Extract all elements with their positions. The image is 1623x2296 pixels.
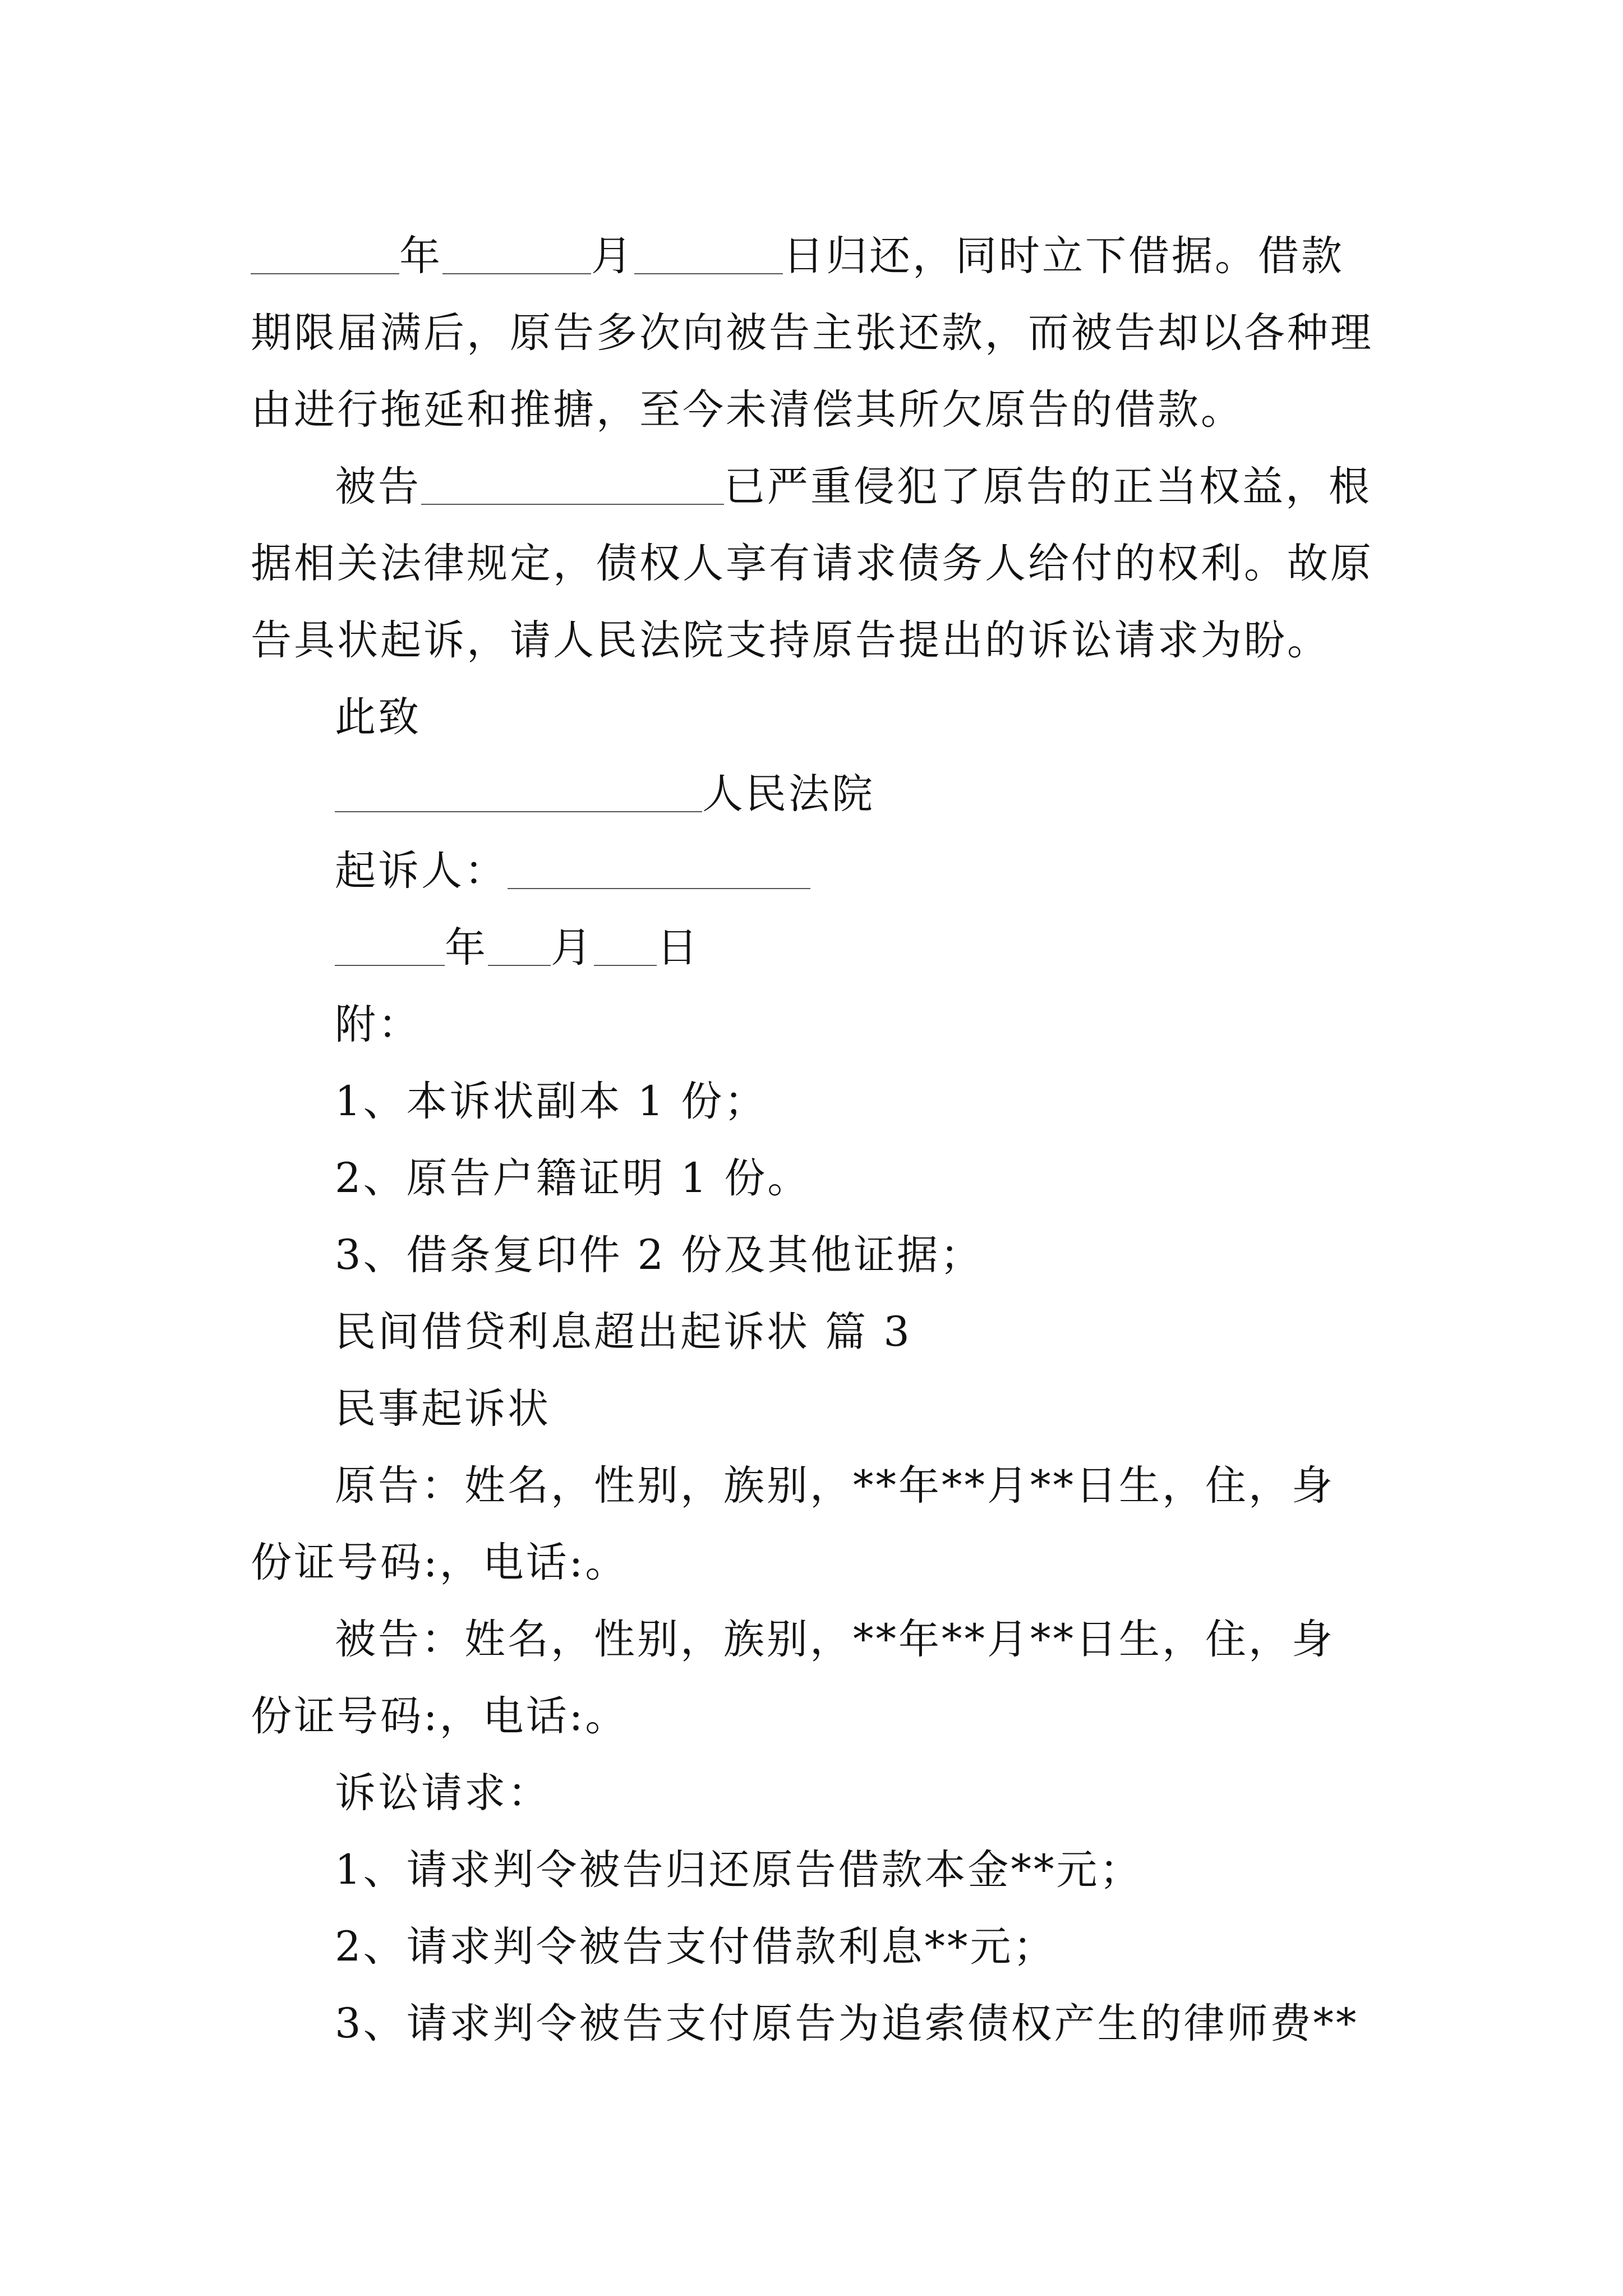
date-line [251,909,1392,986]
text-segment: 人民法院 [702,770,875,818]
section-title: 民间借贷利息超出起诉状 篇 3 [335,1308,912,1356]
text-segment: 日归还，同时立下借据。借款 [783,232,1344,280]
claims-heading: 诉讼请求： [335,1769,551,1817]
text-segment: 月 [591,232,634,280]
blank-field-year [251,232,399,274]
text-segment: 日 [657,924,700,972]
document-body [251,218,1392,2062]
text-line: 期限届满后，原告多次向被告主张还款，而被告却以各种理 [251,309,1373,357]
text-line [251,448,1392,525]
plaintiff-info-continued: 份证号码:，电话:。 [251,1539,629,1586]
claim-item: 2、请求判令被告支付借款利息**元； [335,1923,1057,1971]
text-line [251,218,1392,295]
attachment-item: 2、原告户籍证明 1 份。 [335,1154,811,1202]
blank-field-month [488,923,551,966]
text-segment: 已严重侵犯了原告的正当权益，根 [724,463,1372,510]
text-line: 由进行拖延和推搪，至今未清偿其所欠原告的借款。 [251,386,1244,434]
claim-item: 3、请求判令被告支付原告为追索债权产生的律师费** [335,2000,1359,2047]
blank-field-plaintiff [508,846,810,889]
text-segment: 年 [399,232,442,280]
attachment-item: 3、借条复印件 2 份及其他证据； [335,1231,984,1279]
text-segment: 被告 [335,463,421,510]
plaintiff-signature-line [251,832,1392,909]
blank-field-month [442,232,591,274]
text-line: 据相关法律规定，债权人享有请求债务人给付的权利。故原 [251,540,1373,587]
text-segment: 年 [445,924,488,972]
blank-field-defendant [421,462,724,505]
plaintiff-info: 原告：姓名，性别，族别，**年**月**日生，住，身 [335,1462,1335,1510]
claim-item: 1、请求判令被告归还原告借款本金**元； [335,1846,1143,1894]
defendant-info-continued: 份证号码:，电话:。 [251,1692,629,1740]
text-segment: 起诉人： [335,847,508,895]
defendant-info: 被告：姓名，性别，族别，**年**月**日生，住，身 [335,1616,1335,1663]
salutation: 此致 [335,693,421,741]
court-line [251,756,1392,832]
blank-field-day [634,232,783,274]
text-segment: 月 [551,924,594,972]
text-line: 告具状起诉，请人民法院支持原告提出的诉讼请求为盼。 [251,616,1330,664]
blank-field-day [594,923,657,966]
blank-field-court [335,770,702,812]
document-title: 民事起诉状 [335,1385,551,1433]
blank-field-year [335,923,445,966]
attachment-item: 1、本诉状副本 1 份； [335,1078,768,1125]
attachments-heading: 附： [335,1001,421,1048]
